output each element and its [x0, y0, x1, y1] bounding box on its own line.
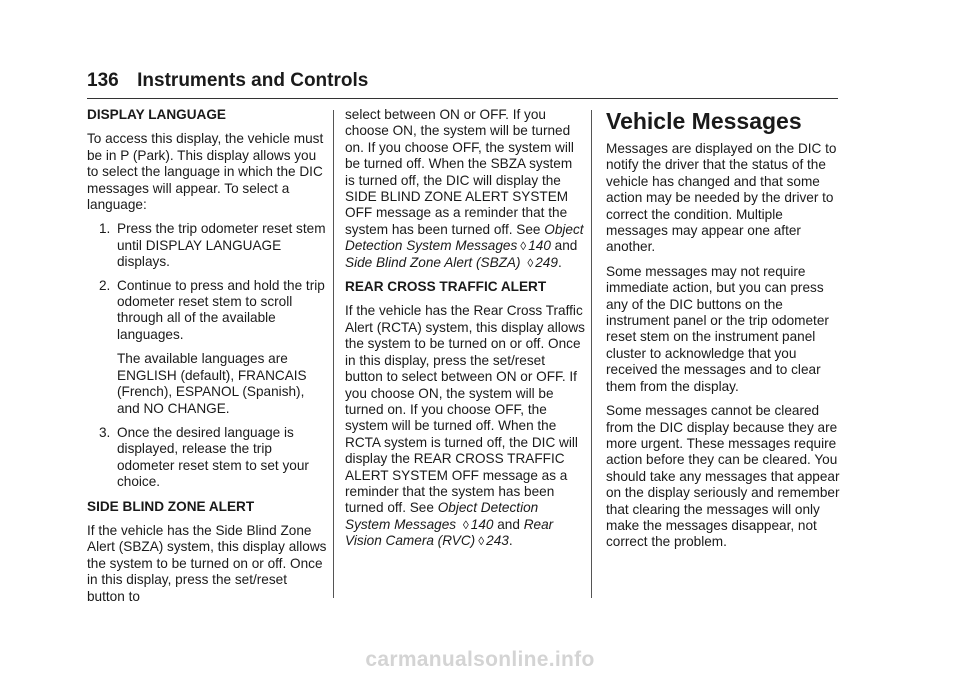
cross-reference-icon: ◊: [527, 255, 534, 270]
page-header: [87, 70, 838, 92]
page-ref-243[interactable]: 243: [486, 533, 509, 549]
cross-reference-icon: ◊: [478, 534, 485, 549]
list-item-step-2: [87, 278, 327, 344]
heading-display-language: DISPLAY LANGUAGE: [87, 107, 226, 122]
link-rear-vision-camera[interactable]: Rear Vision Camera (RVC): [345, 516, 554, 549]
link-object-detection-messages[interactable]: Object Detection System Messages: [345, 221, 584, 254]
column-divider-left: [333, 110, 334, 598]
step-text: Press the trip odometer reset stem until DISPLAY LANGUAGE displays.: [117, 221, 326, 270]
header-rule: [87, 98, 838, 99]
heading-side-blind-zone-alert: SIDE BLIND ZONE ALERT: [87, 498, 255, 514]
sentence-period: .: [557, 254, 562, 270]
step-text: Once the desired language is displayed, release the trip odometer reset stem to set your choice.: [117, 424, 309, 490]
page-number: 136: [87, 70, 119, 91]
paragraph-rcta: [345, 303, 585, 549]
and-text: and: [497, 516, 520, 532]
section-heading-vehicle-messages: Vehicle Messages: [606, 108, 802, 134]
paragraph-vehicle-messages-2: Some messages may not require immediate action, but you can press any of the DIC buttons on the instrument panel or the trip odometer reset stem on the instrument panel cluster to acknowledge that you received the messages and to clear them from the display.: [606, 263, 829, 394]
watermark: carmanualsonline.info: [365, 648, 595, 671]
sentence-period: .: [508, 533, 513, 549]
available-languages-note: The available languages are ENGLISH (default), FRANCAIS (French), ESPANOL (Spanish), and NO CHANGE.: [117, 351, 307, 416]
step-text: Continue to press and hold the trip odometer reset stem to scroll through all of the available languages.: [117, 277, 325, 342]
cross-reference-icon: ◊: [520, 239, 527, 254]
step-number: 2.: [99, 277, 111, 293]
step-number: 3.: [99, 424, 111, 440]
link-object-detection-messages-2[interactable]: Object Detection System Messages: [345, 500, 539, 532]
step-number: 1.: [99, 221, 111, 237]
rcta-text: If the vehicle has the Rear Cross Traffic Alert (RCTA) system, this display allows the system to be turned on or off. Once in this display, press the set/reset button to select between ON or OFF. If you choose ON, the system will be turned on. If you choose OFF, the system will be turned off. When the RCTA system is turned off, the DIC will display the REAR CROSS TRAFFIC ALERT SYSTEM OFF message as a reminder that the system has been turned off. See: [345, 303, 585, 516]
and-text: and: [554, 238, 578, 254]
column-1: [87, 107, 327, 613]
link-side-blind-zone-alert[interactable]: Side Blind Zone Alert (SBZA): [345, 254, 521, 270]
paragraph-sbza: If the vehicle has the Side Blind Zone Alert (SBZA) system, this display allows the system to be turned on or off. Once in this display, press the set/reset button to: [87, 522, 327, 604]
section-title: Instruments and Controls: [137, 70, 369, 91]
paragraph-display-language-intro: To access this display, the vehicle must be in P (Park). This display allows you to select the language in which the DIC messages will appear. To select a language:: [87, 131, 324, 213]
heading-rear-cross-traffic-alert: REAR CROSS TRAFFIC ALERT: [345, 279, 547, 295]
page-ref-140-2[interactable]: 140: [470, 516, 494, 532]
page-ref-249[interactable]: 249: [535, 254, 558, 270]
column-divider-right: [591, 110, 592, 598]
cross-reference-icon: ◊: [462, 517, 469, 532]
paragraph-vehicle-messages-3: Some messages cannot be cleared from the DIC display because they are more urgent. These messages require action before they can be cleared. You should take any messages that appear on the display seriously and remember that clearing the messages will only make the messages disappear, not correct the problem.: [606, 403, 840, 550]
paragraph-sbza-continued: [345, 107, 585, 271]
list-item-step-3: [87, 425, 327, 491]
column-2: [345, 107, 585, 558]
sbza-continued-text: select between ON or OFF. If you choose ON, the system will be turned on. If you choose OFF, the system will be turned off. When the SBZA system is turned off, the DIC will display the SIDE BLIND ZONE ALERT SYSTEM OFF message as a reminder that the system has been turned off. See: [345, 107, 574, 237]
language-steps-list-continued: [87, 425, 327, 491]
language-steps-list: [87, 221, 327, 343]
page-ref-140[interactable]: 140: [528, 238, 551, 254]
column-3: [606, 107, 841, 559]
list-item-step-1: [87, 221, 327, 270]
paragraph-vehicle-messages-1: Messages are displayed on the DIC to notify the driver that the status of the vehicle has changed and that some action may be needed by the driver to correct the condition. Multiple messages may appear one after another.: [606, 141, 837, 255]
